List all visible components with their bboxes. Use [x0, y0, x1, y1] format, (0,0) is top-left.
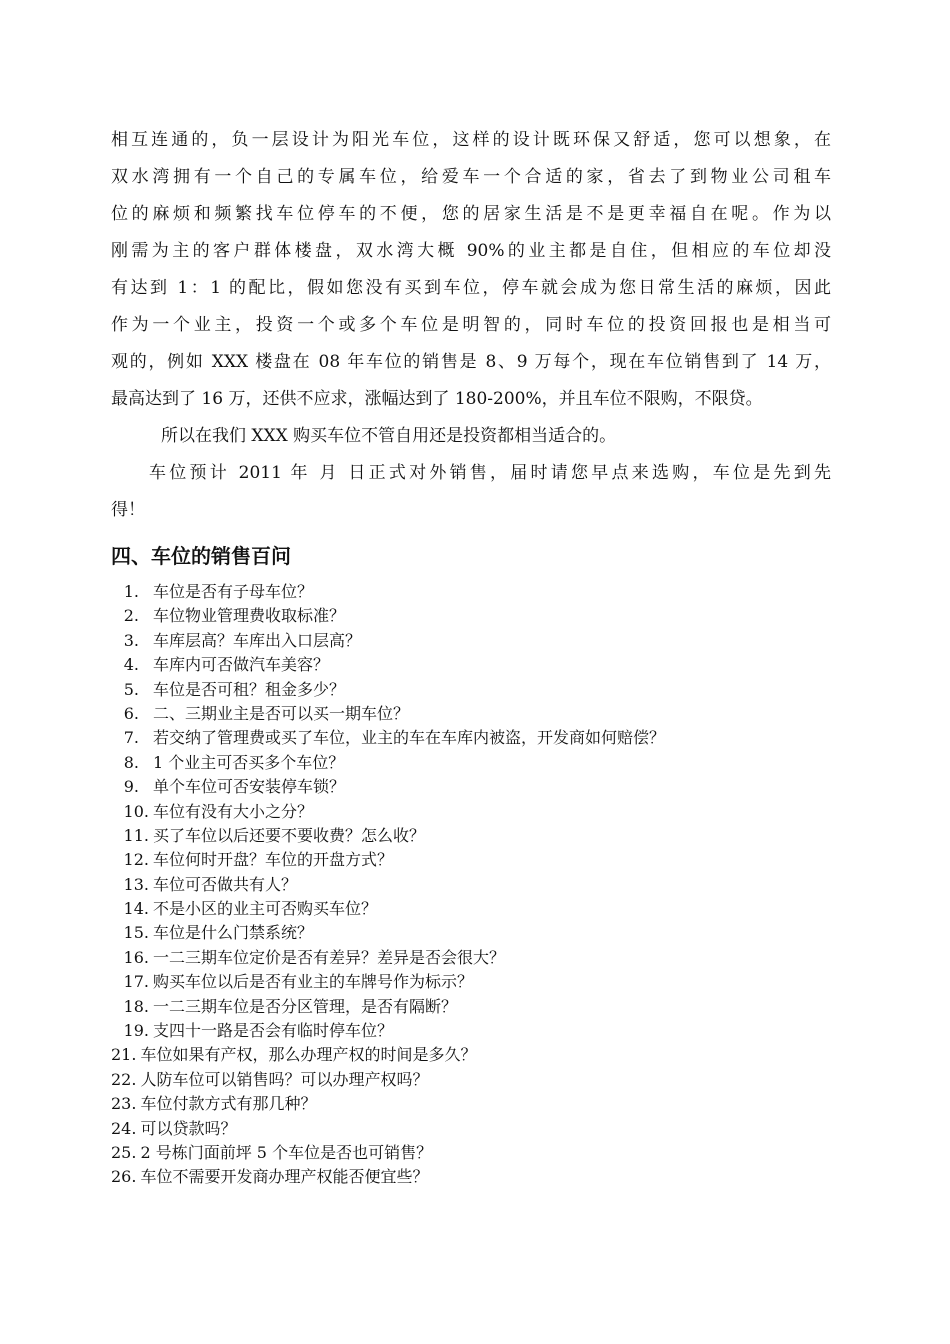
- faq-question: 车位是否有子母车位？: [153, 582, 314, 601]
- faq-number: 19.: [123, 1021, 149, 1041]
- faq-item: [111, 629, 831, 653]
- faq-number: 16.: [123, 947, 149, 967]
- faq-question: 人防车位可以销售吗？可以办理产权吗？: [140, 1069, 429, 1089]
- faq-item: [111, 678, 831, 702]
- faq-number: 3.: [123, 630, 139, 650]
- faq-number: 5.: [123, 679, 139, 699]
- faq-number: 22.: [111, 1069, 137, 1089]
- faq-number: 11.: [123, 825, 149, 845]
- faq-item: [111, 604, 831, 628]
- faq-item: [111, 946, 831, 970]
- faq-question: 车位如果有产权，那么办理产权的时间是多久？: [140, 1045, 477, 1065]
- faq-number: 7.: [123, 728, 139, 748]
- faq-item: [111, 726, 831, 750]
- paragraph-line: 位的麻烦和频繁找车位停车的不便，您的居家生活是不是更幸福自在呢。作为以: [111, 204, 831, 224]
- faq-question: 2 号栋门面前坪 5 个车位是否也可销售？: [140, 1142, 433, 1162]
- faq-number: 18.: [123, 996, 149, 1016]
- faq-question: 支四十一路是否会有临时停车位？: [153, 1021, 394, 1041]
- faq-question: 车位可否做共有人？: [153, 874, 298, 894]
- faq-number: 17.: [123, 972, 149, 992]
- faq-item: [111, 1068, 831, 1092]
- faq-number: 21.: [111, 1045, 137, 1065]
- body-text: [111, 122, 831, 529]
- faq-question: 车位物业管理费收取标准？: [153, 606, 346, 626]
- faq-number: 9.: [123, 777, 139, 797]
- faq-question: 1 个业主可否买多个车位？: [153, 752, 345, 772]
- faq-item: [111, 1117, 831, 1141]
- paragraph-line: 双水湾拥有一个自己的专属车位，给爱车一个合适的家，省去了到物业公司租车: [111, 167, 831, 187]
- faq-item: [111, 702, 831, 726]
- faq-item: [111, 580, 831, 604]
- faq-number: 23.: [111, 1094, 137, 1114]
- faq-item: [111, 775, 831, 799]
- faq-number: 24.: [111, 1118, 137, 1138]
- faq-item: [111, 800, 831, 824]
- faq-question: 不是小区的业主可否购买车位？: [153, 899, 378, 919]
- faq-question: 单个车位可否安装停车锁？: [153, 777, 346, 797]
- paragraph-line: 作为一个业主，投资一个或多个车位是明智的，同时车位的投资回报也是相当可: [111, 315, 831, 335]
- faq-question: 车位是否可租？租金多少？: [153, 679, 346, 699]
- faq-question: 车位何时开盘？车位的开盘方式？: [153, 850, 394, 870]
- faq-item: [111, 1141, 831, 1165]
- faq-number: 1.: [123, 582, 139, 601]
- paragraph-sales-date-line2: 得！: [111, 500, 145, 520]
- faq-question: 可以贷款吗？: [140, 1118, 237, 1138]
- faq-question: 购买车位以后是否有业主的车牌号作为标示？: [153, 972, 474, 992]
- paragraph-line: 相互连通的，负一层设计为阳光车位，这样的设计既环保又舒适，您可以想象，在: [111, 130, 831, 150]
- faq-question: 车位有没有大小之分？: [153, 801, 314, 821]
- faq-question: 车位付款方式有那几种？: [140, 1094, 317, 1114]
- faq-question: 二、三期业主是否可以买一期车位？: [153, 703, 410, 723]
- faq-question: 车库内可否做汽车美容？: [153, 655, 330, 675]
- faq-number: 26.: [111, 1167, 137, 1187]
- faq-question: 车位不需要开发商办理产权能否便宜些？: [140, 1167, 429, 1187]
- faq-number: 13.: [123, 874, 149, 894]
- faq-item: [111, 1043, 831, 1067]
- paragraph-line: 有达到 1：1 的配比，假如您没有买到车位，停车就会成为您日常生活的麻烦，因此: [111, 278, 831, 298]
- faq-item: [111, 824, 831, 848]
- paragraph-line: 观的，例如 XXX 楼盘在 08 年车位的销售是 8、9 万每个，现在车位销售到了 14 万，: [111, 352, 831, 372]
- faq-item: [111, 751, 831, 775]
- faq-number: 25.: [111, 1142, 137, 1162]
- faq-item: [111, 1019, 831, 1043]
- faq-number: 8.: [123, 752, 139, 772]
- paragraph-sales-date-line1: 车位预计 2011 年 月 日正式对外销售，届时请您早点来选购，车位是先到先: [149, 463, 831, 483]
- paragraph-line: 刚需为主的客户群体楼盘，双水湾大概 90%的业主都是自住，但相应的车位却没: [111, 241, 831, 261]
- faq-number: 12.: [123, 850, 149, 870]
- faq-number: 2.: [123, 606, 139, 626]
- faq-item: [111, 1165, 831, 1189]
- paragraph-line: 最高达到了 16 万，还供不应求，涨幅达到了 180-200%，并且车位不限购，不限贷。: [111, 389, 763, 409]
- paragraph-parking-investment: [111, 122, 831, 418]
- faq-list: [111, 580, 831, 1190]
- faq-number: 10.: [123, 801, 149, 821]
- faq-question: 车位是什么门禁系统？: [153, 923, 314, 943]
- faq-item: [111, 1092, 831, 1116]
- faq-item: [111, 653, 831, 677]
- faq-item: [111, 848, 831, 872]
- faq-item: [111, 970, 831, 994]
- faq-number: 6.: [123, 703, 139, 723]
- faq-number: 14.: [123, 899, 149, 919]
- faq-number: 4.: [123, 655, 139, 675]
- faq-question: 一二三期车位定价是否有差异？差异是否会很大？: [153, 947, 506, 967]
- faq-item: [111, 873, 831, 897]
- paragraph-recommendation: 所以在我们 XXX 购买车位不管自用还是投资都相当适合的。: [161, 426, 617, 446]
- faq-question: 若交纳了管理费或买了车位，业主的车在车库内被盗，开发商如何赔偿？: [153, 728, 666, 748]
- faq-item: [111, 995, 831, 1019]
- faq-question: 车库层高？车库出入口层高？: [153, 630, 362, 650]
- faq-question: 一二三期车位是否分区管理，是否有隔断？: [153, 996, 458, 1016]
- faq-item: [111, 897, 831, 921]
- faq-item: [111, 921, 831, 945]
- section-heading: 四、车位的销售百问: [111, 544, 291, 568]
- faq-number: 15.: [123, 923, 149, 943]
- faq-question: 买了车位以后还要不要收费？怎么收？: [153, 825, 426, 845]
